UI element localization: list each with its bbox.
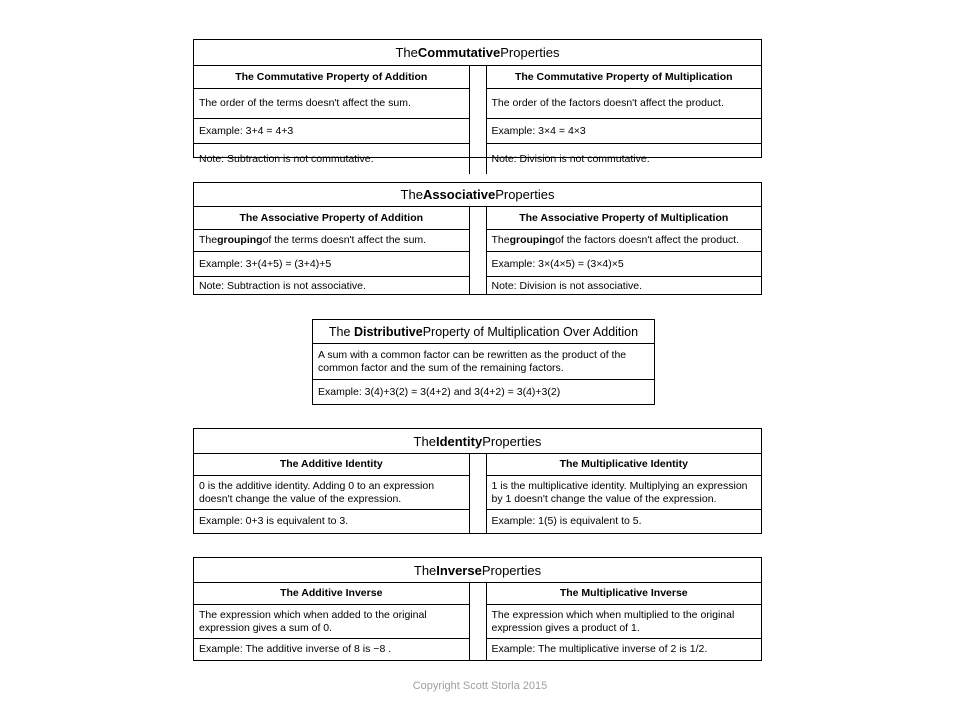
commutative-table xyxy=(193,39,762,165)
multiplicative-inverse-definition: The expression which when multiplied to the original expression gives a product of 1. xyxy=(487,605,762,639)
associative-table xyxy=(193,182,762,295)
commutative-title: The Commutative Properties xyxy=(194,40,761,66)
additive-inverse-example: Example: The additive inverse of 8 is −8 . xyxy=(199,643,392,655)
multiplicative-identity-definition: 1 is the multiplicative identity. Multiplying an expression by 1 doesn't change the value of the expression. xyxy=(487,476,762,510)
associative-title: The Associative Properties xyxy=(194,183,761,207)
identity-table xyxy=(193,428,762,534)
associative-multiplication-header: The Associative Property of Multiplication xyxy=(487,207,762,230)
distributive-definition: A sum with a common factor can be rewritten as the product of the common factor and the sum of the remaining factors. xyxy=(313,344,654,380)
inverse-table xyxy=(193,557,762,661)
additive-inverse-header: The Additive Inverse xyxy=(194,583,469,605)
commutative-multiplication-definition: The order of the factors doesn't affect the product. xyxy=(487,89,762,119)
distributive-table xyxy=(312,319,655,405)
additive-inverse-definition: The expression which when added to the original expression gives a sum of 0. xyxy=(194,605,469,639)
multiplicative-identity-header: The Multiplicative Identity xyxy=(487,454,762,476)
associative-addition-definition: The grouping of the terms doesn't affect the sum. xyxy=(194,230,469,252)
commutative-multiplication-note: Note: Division is not commutative. xyxy=(491,152,650,165)
additive-identity-example: Example: 0+3 is equivalent to 3. xyxy=(199,515,349,527)
distributive-title: The Distributive Property of Multiplication Over Addition xyxy=(313,320,654,344)
commutative-addition-note: Note: Subtraction is not commutative. xyxy=(199,152,374,165)
multiplicative-inverse-example: Example: The multiplicative inverse of 2 is 1/2. xyxy=(491,643,708,655)
commutative-addition-header: The Commutative Property of Addition xyxy=(194,66,469,89)
associative-addition-header: The Associative Property of Addition xyxy=(194,207,469,230)
associative-addition-note: Note: Subtraction is not associative. xyxy=(199,279,366,292)
inverse-title: The Inverse Properties xyxy=(194,558,761,583)
commutative-addition-example: Example: 3+4 = 4+3 xyxy=(194,119,469,144)
distributive-example: Example: 3(4)+3(2) = 3(4+2) and 3(4+2) = 3(4)+3(2) xyxy=(318,385,561,398)
commutative-multiplication-header: The Commutative Property of Multiplication xyxy=(487,66,762,89)
additive-identity-header: The Additive Identity xyxy=(194,454,469,476)
multiplicative-inverse-header: The Multiplicative Inverse xyxy=(487,583,762,605)
additive-identity-definition: 0 is the additive identity. Adding 0 to an expression doesn't change the value of the expression. xyxy=(194,476,469,510)
associative-multiplication-example: Example: 3×(4×5) = (3×4)×5 xyxy=(487,252,762,277)
associative-multiplication-definition: The grouping of the factors doesn't affect the product. xyxy=(487,230,762,252)
commutative-addition-definition: The order of the terms doesn't affect the sum. xyxy=(194,89,469,119)
commutative-multiplication-example: Example: 3×4 = 4×3 xyxy=(487,119,762,144)
multiplicative-identity-example: Example: 1(5) is equivalent to 5. xyxy=(491,515,642,527)
associative-multiplication-note: Note: Division is not associative. xyxy=(491,279,643,292)
copyright-notice: Copyright Scott Storla 2015 xyxy=(412,680,548,692)
associative-addition-example: Example: 3+(4+5) = (3+4)+5 xyxy=(194,252,469,277)
identity-title: The Identity Properties xyxy=(194,429,761,454)
